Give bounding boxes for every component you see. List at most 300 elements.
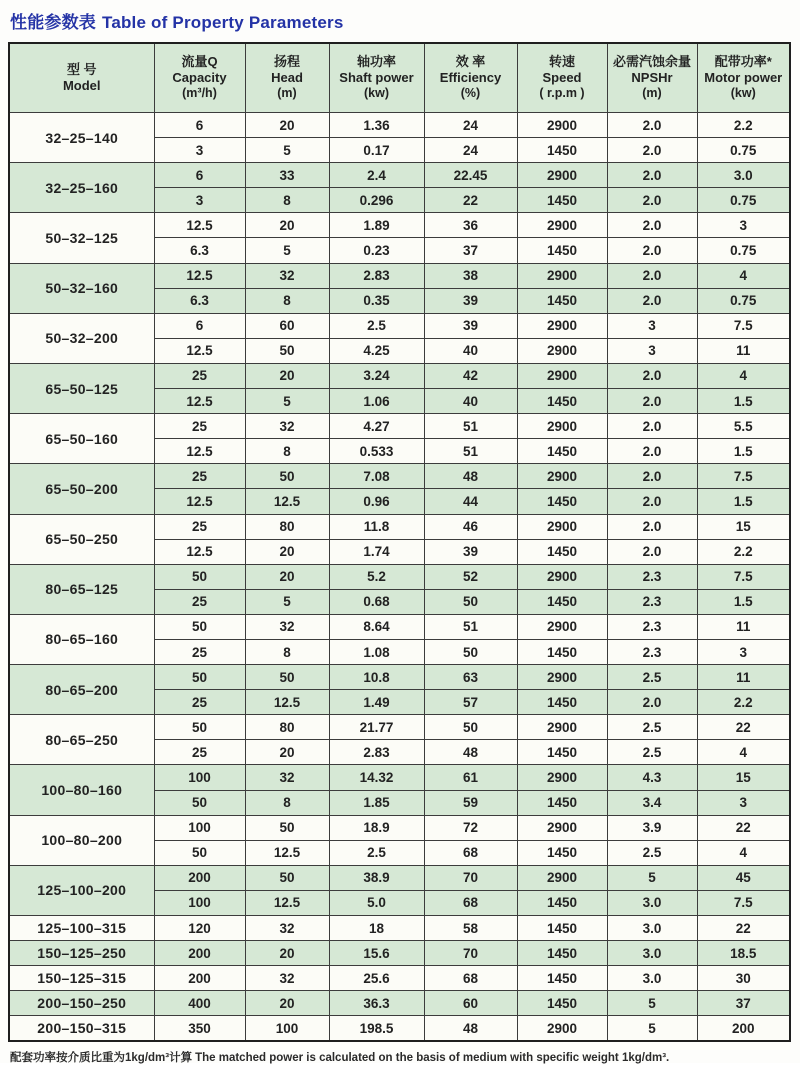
footnote xyxy=(8,1042,792,1065)
table-row xyxy=(9,614,790,639)
value-cell: 2900 xyxy=(517,865,607,890)
value-cell: 58 xyxy=(424,916,517,941)
model-cell: 50–32–200 xyxy=(9,313,154,363)
value-cell: 25 xyxy=(154,363,245,388)
value-cell: 5 xyxy=(245,389,329,414)
value-cell: 2.5 xyxy=(607,665,697,690)
table-row xyxy=(9,163,790,188)
value-cell: 3 xyxy=(607,313,697,338)
value-cell: 1.5 xyxy=(697,439,790,464)
value-cell: 25 xyxy=(154,414,245,439)
value-cell: 4 xyxy=(697,840,790,865)
value-cell: 18 xyxy=(329,916,424,941)
value-cell: 32 xyxy=(245,263,329,288)
table-row xyxy=(9,514,790,539)
value-cell: 2.0 xyxy=(607,288,697,313)
value-cell: 37 xyxy=(697,991,790,1016)
value-cell: 2.0 xyxy=(607,138,697,163)
value-cell: 2900 xyxy=(517,665,607,690)
value-cell: 6.3 xyxy=(154,238,245,263)
value-cell: 22.45 xyxy=(424,163,517,188)
value-cell: 72 xyxy=(424,815,517,840)
table-row xyxy=(9,363,790,388)
value-cell: 36 xyxy=(424,213,517,238)
value-cell: 2900 xyxy=(517,313,607,338)
value-cell: 2.0 xyxy=(607,439,697,464)
value-cell: 5.5 xyxy=(697,414,790,439)
value-cell: 3 xyxy=(697,790,790,815)
value-cell: 48 xyxy=(424,464,517,489)
value-cell: 3.0 xyxy=(607,890,697,915)
value-cell: 2.5 xyxy=(607,740,697,765)
value-cell: 15.6 xyxy=(329,941,424,966)
value-cell: 200 xyxy=(154,865,245,890)
value-cell: 10.8 xyxy=(329,665,424,690)
value-cell: 198.5 xyxy=(329,1016,424,1042)
value-cell: 1450 xyxy=(517,991,607,1016)
value-cell: 22 xyxy=(697,916,790,941)
value-cell: 2.0 xyxy=(607,690,697,715)
table-row xyxy=(9,665,790,690)
value-cell: 3 xyxy=(697,213,790,238)
value-cell: 8 xyxy=(245,188,329,213)
value-cell: 50 xyxy=(245,464,329,489)
value-cell: 2900 xyxy=(517,1016,607,1042)
value-cell: 70 xyxy=(424,941,517,966)
value-cell: 12.5 xyxy=(154,389,245,414)
value-cell: 48 xyxy=(424,1016,517,1042)
value-cell: 1450 xyxy=(517,589,607,614)
table-row xyxy=(9,113,790,138)
value-cell: 4 xyxy=(697,363,790,388)
table-row xyxy=(9,313,790,338)
value-cell: 6 xyxy=(154,113,245,138)
value-cell: 50 xyxy=(245,338,329,363)
value-cell: 3.9 xyxy=(607,815,697,840)
page-title-english: Table of Property Parameters xyxy=(102,13,344,32)
value-cell: 40 xyxy=(424,338,517,363)
value-cell: 3.4 xyxy=(607,790,697,815)
value-cell: 2900 xyxy=(517,765,607,790)
value-cell: 5.0 xyxy=(329,890,424,915)
value-cell: 4 xyxy=(697,263,790,288)
value-cell: 2.2 xyxy=(697,113,790,138)
value-cell: 60 xyxy=(424,991,517,1016)
value-cell: 1450 xyxy=(517,489,607,514)
model-cell: 200–150–315 xyxy=(9,1016,154,1042)
value-cell: 50 xyxy=(245,865,329,890)
value-cell: 2.0 xyxy=(607,414,697,439)
value-cell: 1450 xyxy=(517,188,607,213)
table-row xyxy=(9,715,790,740)
value-cell: 2.2 xyxy=(697,539,790,564)
value-cell: 1450 xyxy=(517,790,607,815)
table-row xyxy=(9,916,790,941)
value-cell: 12.5 xyxy=(245,489,329,514)
value-cell: 2.2 xyxy=(697,690,790,715)
value-cell: 68 xyxy=(424,966,517,991)
value-cell: 12.5 xyxy=(154,489,245,514)
value-cell: 2.0 xyxy=(607,363,697,388)
value-cell: 25 xyxy=(154,589,245,614)
value-cell: 12.5 xyxy=(154,439,245,464)
value-cell: 11.8 xyxy=(329,514,424,539)
table-row xyxy=(9,1016,790,1042)
value-cell: 20 xyxy=(245,564,329,589)
value-cell: 2900 xyxy=(517,113,607,138)
value-cell: 2.0 xyxy=(607,389,697,414)
table-row xyxy=(9,865,790,890)
value-cell: 0.17 xyxy=(329,138,424,163)
value-cell: 21.77 xyxy=(329,715,424,740)
value-cell: 2900 xyxy=(517,514,607,539)
value-cell: 2900 xyxy=(517,614,607,639)
value-cell: 200 xyxy=(154,966,245,991)
value-cell: 1450 xyxy=(517,238,607,263)
value-cell: 5 xyxy=(245,138,329,163)
value-cell: 7.5 xyxy=(697,890,790,915)
value-cell: 11 xyxy=(697,614,790,639)
value-cell: 0.296 xyxy=(329,188,424,213)
value-cell: 1450 xyxy=(517,539,607,564)
value-cell: 0.68 xyxy=(329,589,424,614)
value-cell: 0.75 xyxy=(697,188,790,213)
value-cell: 2.0 xyxy=(607,188,697,213)
table-row xyxy=(9,414,790,439)
value-cell: 2.0 xyxy=(607,514,697,539)
value-cell: 1450 xyxy=(517,890,607,915)
model-cell: 65–50–125 xyxy=(9,363,154,413)
value-cell: 18.5 xyxy=(697,941,790,966)
value-cell: 100 xyxy=(154,765,245,790)
value-cell: 12.5 xyxy=(245,890,329,915)
value-cell: 0.23 xyxy=(329,238,424,263)
value-cell: 12.5 xyxy=(245,690,329,715)
value-cell: 7.5 xyxy=(697,313,790,338)
footnote-chinese: 配套功率按介质比重为1kg/dm³计算 xyxy=(10,1052,193,1065)
header-row xyxy=(9,43,790,113)
table-row xyxy=(9,765,790,790)
value-cell: 2900 xyxy=(517,464,607,489)
value-cell: 2900 xyxy=(517,414,607,439)
value-cell: 3.0 xyxy=(607,941,697,966)
value-cell: 42 xyxy=(424,363,517,388)
value-cell: 25 xyxy=(154,740,245,765)
value-cell: 57 xyxy=(424,690,517,715)
value-cell: 5 xyxy=(245,238,329,263)
value-cell: 6.3 xyxy=(154,288,245,313)
value-cell: 15 xyxy=(697,765,790,790)
value-cell: 5 xyxy=(607,1016,697,1042)
value-cell: 1.5 xyxy=(697,489,790,514)
model-cell: 80–65–200 xyxy=(9,665,154,715)
value-cell: 50 xyxy=(245,815,329,840)
model-cell: 50–32–125 xyxy=(9,213,154,263)
value-cell: 2.0 xyxy=(607,113,697,138)
value-cell: 2.5 xyxy=(329,840,424,865)
value-cell: 1450 xyxy=(517,740,607,765)
value-cell: 24 xyxy=(424,113,517,138)
value-cell: 12.5 xyxy=(154,539,245,564)
value-cell: 12.5 xyxy=(154,213,245,238)
value-cell: 51 xyxy=(424,414,517,439)
table-row xyxy=(9,263,790,288)
value-cell: 0.75 xyxy=(697,138,790,163)
value-cell: 33 xyxy=(245,163,329,188)
column-header-model: 型 号 Model xyxy=(9,43,154,113)
value-cell: 50 xyxy=(424,589,517,614)
value-cell: 0.533 xyxy=(329,439,424,464)
value-cell: 8.64 xyxy=(329,614,424,639)
value-cell: 2900 xyxy=(517,213,607,238)
value-cell: 44 xyxy=(424,489,517,514)
value-cell: 51 xyxy=(424,614,517,639)
value-cell: 32 xyxy=(245,414,329,439)
value-cell: 1.5 xyxy=(697,589,790,614)
value-cell: 80 xyxy=(245,715,329,740)
column-header-capacity: 流量Q Capacity (m³/h) xyxy=(154,43,245,113)
value-cell: 25 xyxy=(154,690,245,715)
value-cell: 20 xyxy=(245,213,329,238)
value-cell: 1.74 xyxy=(329,539,424,564)
value-cell: 7.08 xyxy=(329,464,424,489)
column-header-motor-power: 配带功率* Motor power (kw) xyxy=(697,43,790,113)
value-cell: 63 xyxy=(424,665,517,690)
value-cell: 2.83 xyxy=(329,263,424,288)
model-cell: 80–65–125 xyxy=(9,564,154,614)
model-cell: 32–25–160 xyxy=(9,163,154,213)
value-cell: 200 xyxy=(697,1016,790,1042)
value-cell: 7.5 xyxy=(697,464,790,489)
value-cell: 38.9 xyxy=(329,865,424,890)
footnote-english: The matched power is calculated on the basis of medium with specific weight 1kg/dm³. xyxy=(195,1052,670,1065)
value-cell: 2.5 xyxy=(607,840,697,865)
value-cell: 8 xyxy=(245,288,329,313)
value-cell: 6 xyxy=(154,163,245,188)
table-body xyxy=(9,113,790,1042)
value-cell: 1450 xyxy=(517,288,607,313)
value-cell: 1.5 xyxy=(697,389,790,414)
value-cell: 4.27 xyxy=(329,414,424,439)
value-cell: 32 xyxy=(245,916,329,941)
value-cell: 2900 xyxy=(517,338,607,363)
value-cell: 39 xyxy=(424,539,517,564)
value-cell: 12.5 xyxy=(154,263,245,288)
value-cell: 24 xyxy=(424,138,517,163)
model-cell: 100–80–160 xyxy=(9,765,154,815)
value-cell: 25 xyxy=(154,639,245,664)
model-cell: 125–100–315 xyxy=(9,916,154,941)
value-cell: 2900 xyxy=(517,815,607,840)
table-row xyxy=(9,941,790,966)
value-cell: 22 xyxy=(424,188,517,213)
value-cell: 1450 xyxy=(517,389,607,414)
model-cell: 80–65–160 xyxy=(9,614,154,664)
value-cell: 1.36 xyxy=(329,113,424,138)
value-cell: 2900 xyxy=(517,564,607,589)
value-cell: 51 xyxy=(424,439,517,464)
value-cell: 1450 xyxy=(517,138,607,163)
value-cell: 1.49 xyxy=(329,690,424,715)
table-header xyxy=(9,43,790,113)
value-cell: 25.6 xyxy=(329,966,424,991)
value-cell: 2.0 xyxy=(607,539,697,564)
model-cell: 150–125–250 xyxy=(9,941,154,966)
value-cell: 40 xyxy=(424,389,517,414)
value-cell: 11 xyxy=(697,665,790,690)
value-cell: 1450 xyxy=(517,966,607,991)
value-cell: 50 xyxy=(424,639,517,664)
value-cell: 3 xyxy=(154,188,245,213)
value-cell: 0.75 xyxy=(697,288,790,313)
value-cell: 1450 xyxy=(517,639,607,664)
value-cell: 100 xyxy=(154,890,245,915)
value-cell: 2.4 xyxy=(329,163,424,188)
table-row xyxy=(9,966,790,991)
value-cell: 2.3 xyxy=(607,564,697,589)
value-cell: 50 xyxy=(245,665,329,690)
value-cell: 4.3 xyxy=(607,765,697,790)
value-cell: 2.0 xyxy=(607,238,697,263)
table-row xyxy=(9,464,790,489)
value-cell: 7.5 xyxy=(697,564,790,589)
model-cell: 200–150–250 xyxy=(9,991,154,1016)
value-cell: 8 xyxy=(245,790,329,815)
page-title-chinese: 性能参数表 xyxy=(10,13,96,32)
value-cell: 8 xyxy=(245,639,329,664)
value-cell: 18.9 xyxy=(329,815,424,840)
value-cell: 4 xyxy=(697,740,790,765)
value-cell: 50 xyxy=(154,614,245,639)
value-cell: 22 xyxy=(697,715,790,740)
value-cell: 60 xyxy=(245,313,329,338)
value-cell: 100 xyxy=(245,1016,329,1042)
value-cell: 0.75 xyxy=(697,238,790,263)
value-cell: 14.32 xyxy=(329,765,424,790)
value-cell: 1.08 xyxy=(329,639,424,664)
value-cell: 2.3 xyxy=(607,614,697,639)
value-cell: 1450 xyxy=(517,916,607,941)
model-cell: 125–100–200 xyxy=(9,865,154,915)
value-cell: 5.2 xyxy=(329,564,424,589)
value-cell: 2.0 xyxy=(607,213,697,238)
value-cell: 3 xyxy=(697,639,790,664)
value-cell: 12.5 xyxy=(245,840,329,865)
table-row xyxy=(9,213,790,238)
value-cell: 50 xyxy=(154,840,245,865)
value-cell: 2900 xyxy=(517,363,607,388)
model-cell: 32–25–140 xyxy=(9,113,154,163)
value-cell: 2.5 xyxy=(329,313,424,338)
value-cell: 70 xyxy=(424,865,517,890)
value-cell: 50 xyxy=(154,715,245,740)
value-cell: 80 xyxy=(245,514,329,539)
value-cell: 20 xyxy=(245,539,329,564)
value-cell: 400 xyxy=(154,991,245,1016)
model-cell: 65–50–250 xyxy=(9,514,154,564)
value-cell: 2.0 xyxy=(607,489,697,514)
value-cell: 1450 xyxy=(517,690,607,715)
value-cell: 3.0 xyxy=(607,916,697,941)
value-cell: 350 xyxy=(154,1016,245,1042)
value-cell: 0.96 xyxy=(329,489,424,514)
column-header-shaft-power: 轴功率 Shaft power (kw) xyxy=(329,43,424,113)
value-cell: 3.0 xyxy=(697,163,790,188)
value-cell: 45 xyxy=(697,865,790,890)
value-cell: 100 xyxy=(154,815,245,840)
value-cell: 3 xyxy=(154,138,245,163)
parameters-table xyxy=(8,42,791,1042)
column-header-speed: 转速 Speed ( r.p.m ) xyxy=(517,43,607,113)
value-cell: 2.0 xyxy=(607,163,697,188)
value-cell: 3.0 xyxy=(607,966,697,991)
value-cell: 25 xyxy=(154,514,245,539)
value-cell: 15 xyxy=(697,514,790,539)
value-cell: 1450 xyxy=(517,439,607,464)
value-cell: 39 xyxy=(424,288,517,313)
value-cell: 2.3 xyxy=(607,589,697,614)
value-cell: 1450 xyxy=(517,941,607,966)
value-cell: 50 xyxy=(154,564,245,589)
value-cell: 46 xyxy=(424,514,517,539)
value-cell: 5 xyxy=(245,589,329,614)
value-cell: 2.0 xyxy=(607,263,697,288)
value-cell: 36.3 xyxy=(329,991,424,1016)
value-cell: 32 xyxy=(245,966,329,991)
value-cell: 2900 xyxy=(517,715,607,740)
value-cell: 52 xyxy=(424,564,517,589)
model-cell: 150–125–315 xyxy=(9,966,154,991)
value-cell: 50 xyxy=(154,790,245,815)
value-cell: 0.35 xyxy=(329,288,424,313)
value-cell: 2900 xyxy=(517,263,607,288)
table-row xyxy=(9,815,790,840)
value-cell: 20 xyxy=(245,941,329,966)
value-cell: 25 xyxy=(154,464,245,489)
value-cell: 48 xyxy=(424,740,517,765)
value-cell: 20 xyxy=(245,991,329,1016)
value-cell: 68 xyxy=(424,890,517,915)
value-cell: 38 xyxy=(424,263,517,288)
value-cell: 50 xyxy=(424,715,517,740)
model-cell: 65–50–160 xyxy=(9,414,154,464)
page-title xyxy=(8,6,792,42)
value-cell: 2900 xyxy=(517,163,607,188)
column-header-efficiency: 效 率 Efficiency (%) xyxy=(424,43,517,113)
column-header-npshr: 必需汽蚀余量 NPSHr (m) xyxy=(607,43,697,113)
value-cell: 3 xyxy=(607,338,697,363)
value-cell: 32 xyxy=(245,614,329,639)
value-cell: 37 xyxy=(424,238,517,263)
model-cell: 100–80–200 xyxy=(9,815,154,865)
value-cell: 6 xyxy=(154,313,245,338)
value-cell: 2.5 xyxy=(607,715,697,740)
value-cell: 30 xyxy=(697,966,790,991)
value-cell: 2.83 xyxy=(329,740,424,765)
value-cell: 200 xyxy=(154,941,245,966)
value-cell: 11 xyxy=(697,338,790,363)
value-cell: 20 xyxy=(245,740,329,765)
value-cell: 2.3 xyxy=(607,639,697,664)
column-header-head: 扬程 Head (m) xyxy=(245,43,329,113)
value-cell: 5 xyxy=(607,991,697,1016)
value-cell: 32 xyxy=(245,765,329,790)
value-cell: 2.0 xyxy=(607,464,697,489)
value-cell: 59 xyxy=(424,790,517,815)
model-cell: 80–65–250 xyxy=(9,715,154,765)
value-cell: 39 xyxy=(424,313,517,338)
value-cell: 50 xyxy=(154,665,245,690)
